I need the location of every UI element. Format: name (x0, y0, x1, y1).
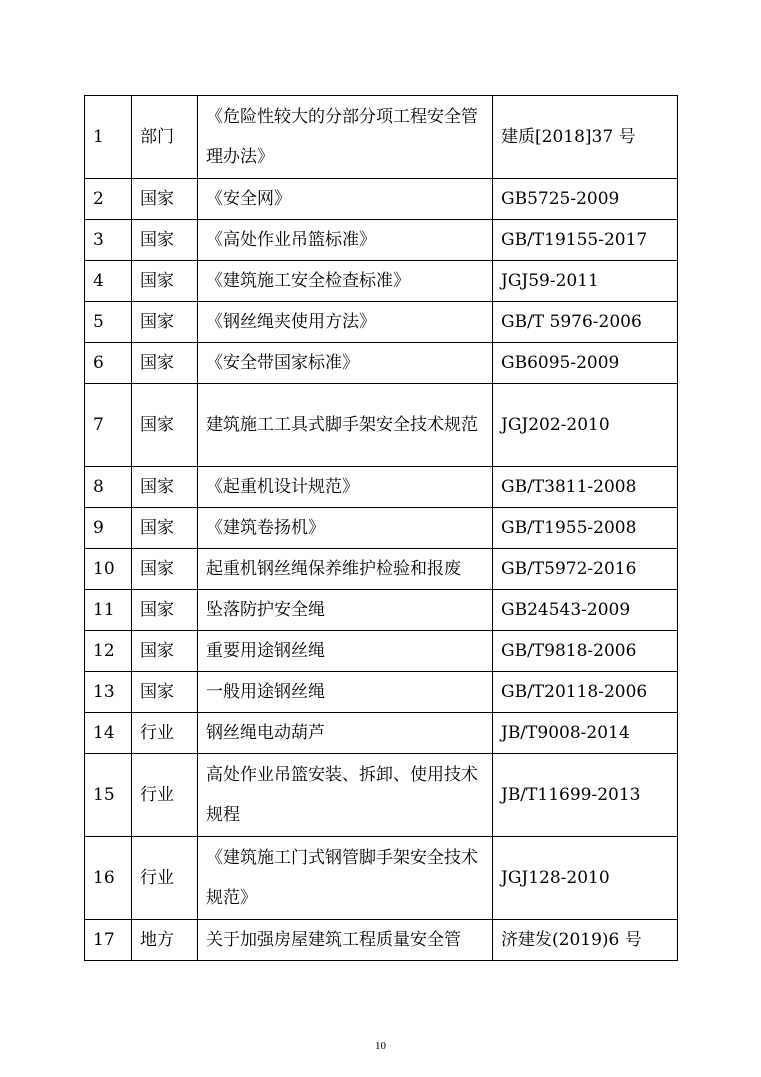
document-name: 坠落防护安全绳 (198, 590, 493, 631)
table-row (85, 220, 678, 261)
table-row (85, 590, 678, 631)
table-row (85, 467, 678, 508)
row-number: 9 (85, 508, 132, 549)
issuing-level: 国家 (132, 220, 198, 261)
document-code: GB/T19155-2017 (493, 220, 678, 261)
row-number: 11 (85, 590, 132, 631)
table-row (85, 672, 678, 713)
row-number: 2 (85, 179, 132, 220)
issuing-level: 国家 (132, 467, 198, 508)
document-code: 济建发(2019)6 号 (493, 920, 678, 961)
issuing-level: 国家 (132, 549, 198, 590)
document-code: JGJ202-2010 (493, 384, 678, 467)
document-name: 钢丝绳电动葫芦 (198, 713, 493, 754)
issuing-level: 地方 (132, 920, 198, 961)
issuing-level: 国家 (132, 343, 198, 384)
table-row (85, 631, 678, 672)
issuing-level: 国家 (132, 302, 198, 343)
document-name: 《安全网》 (198, 179, 493, 220)
row-number: 4 (85, 261, 132, 302)
row-number: 6 (85, 343, 132, 384)
row-number: 3 (85, 220, 132, 261)
document-code: GB/T5972-2016 (493, 549, 678, 590)
row-number: 12 (85, 631, 132, 672)
issuing-level: 国家 (132, 384, 198, 467)
document-name: 起重机钢丝绳保养维护检验和报废 (198, 549, 493, 590)
table-row (85, 920, 678, 961)
document-code: GB6095-2009 (493, 343, 678, 384)
table-row (85, 549, 678, 590)
document-code: JB/T11699-2013 (493, 754, 678, 837)
document-code: GB/T3811-2008 (493, 467, 678, 508)
table-row (85, 713, 678, 754)
table-row (85, 302, 678, 343)
document-name: 《建筑施工门式钢管脚手架安全技术规范》 (198, 837, 493, 920)
table-row (85, 837, 678, 920)
issuing-level: 国家 (132, 672, 198, 713)
document-name: 关于加强房屋建筑工程质量安全管 (198, 920, 493, 961)
row-number: 10 (85, 549, 132, 590)
table-row (85, 754, 678, 837)
document-code: JGJ128-2010 (493, 837, 678, 920)
document-code: 建质[2018]37 号 (493, 96, 678, 179)
document-name: 建筑施工工具式脚手架安全技术规范 (198, 384, 493, 467)
document-code: GB/T 5976-2006 (493, 302, 678, 343)
document-code: GB/T1955-2008 (493, 508, 678, 549)
document-code: GB5725-2009 (493, 179, 678, 220)
issuing-level: 国家 (132, 590, 198, 631)
table-row (85, 179, 678, 220)
document-code: JB/T9008-2014 (493, 713, 678, 754)
issuing-level: 部门 (132, 96, 198, 179)
document-name: 重要用途钢丝绳 (198, 631, 493, 672)
row-number: 13 (85, 672, 132, 713)
document-name: 高处作业吊篮安装、拆卸、使用技术规程 (198, 754, 493, 837)
row-number: 16 (85, 837, 132, 920)
issuing-level: 行业 (132, 713, 198, 754)
table-row (85, 261, 678, 302)
issuing-level: 国家 (132, 179, 198, 220)
document-name: 《起重机设计规范》 (198, 467, 493, 508)
issuing-level: 国家 (132, 508, 198, 549)
row-number: 14 (85, 713, 132, 754)
table-row (85, 508, 678, 549)
regulations-table (84, 95, 678, 961)
document-name: 一般用途钢丝绳 (198, 672, 493, 713)
issuing-level: 行业 (132, 754, 198, 837)
table-row (85, 343, 678, 384)
document-name: 《建筑施工安全检查标准》 (198, 261, 493, 302)
row-number: 1 (85, 96, 132, 179)
document-code: GB/T20118-2006 (493, 672, 678, 713)
document-name: 《安全带国家标准》 (198, 343, 493, 384)
document-name: 《建筑卷扬机》 (198, 508, 493, 549)
document-name: 《高处作业吊篮标准》 (198, 220, 493, 261)
issuing-level: 国家 (132, 261, 198, 302)
table-row (85, 96, 678, 179)
document-code: GB/T9818-2006 (493, 631, 678, 672)
issuing-level: 国家 (132, 631, 198, 672)
issuing-level: 行业 (132, 837, 198, 920)
row-number: 5 (85, 302, 132, 343)
table-row (85, 384, 678, 467)
document-name: 《危险性较大的分部分项工程安全管理办法》 (198, 96, 493, 179)
row-number: 8 (85, 467, 132, 508)
row-number: 15 (85, 754, 132, 837)
document-code: JGJ59-2011 (493, 261, 678, 302)
document-name: 《钢丝绳夹使用方法》 (198, 302, 493, 343)
row-number: 7 (85, 384, 132, 467)
row-number: 17 (85, 920, 132, 961)
page-number: 10 (375, 1040, 386, 1052)
document-code: GB24543-2009 (493, 590, 678, 631)
